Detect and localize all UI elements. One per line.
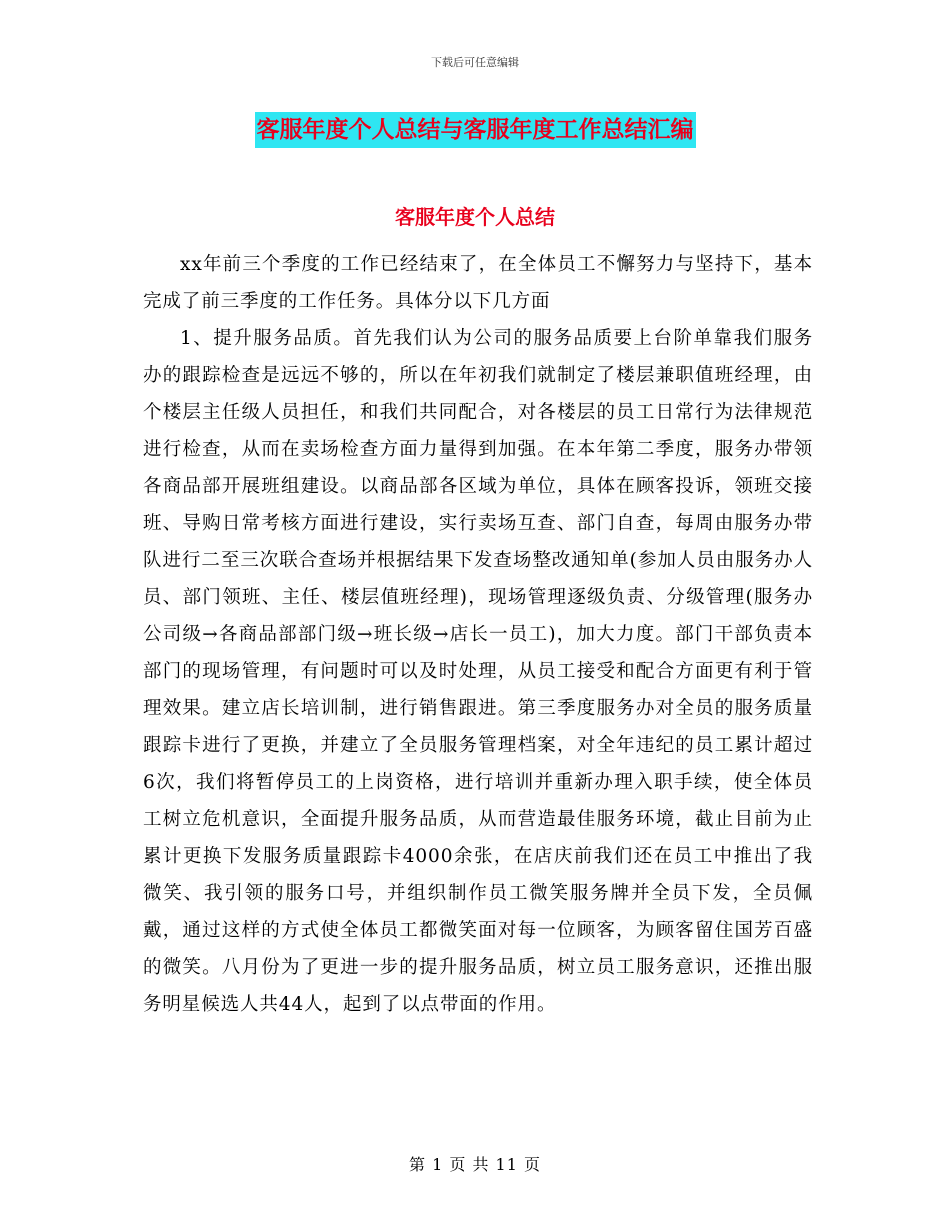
page-number: 第 1 页 共 11 页 <box>409 1155 541 1174</box>
section-title: 客服年度个人总结 <box>395 205 555 229</box>
header-note: 下载后可任意编辑 <box>431 56 519 69</box>
document-body <box>143 246 813 1023</box>
document-title: 客服年度个人总结与客服年度工作总结汇编 <box>255 112 696 148</box>
document-title-container <box>0 112 950 148</box>
body-paragraph: xx年前三个季度的工作已经结束了，在全体员工不懈努力与坚持下，基本完成了前三季度的工作任务。具体分以下几方面 <box>143 254 813 312</box>
body-paragraph: 1、提升服务品质。首先我们认为公司的服务品质要上台阶单靠我们服务办的跟踪检查是远远不够的，所以在年初我们就制定了楼层兼职值班经理，由个楼层主任级人员担任，和我们共同配合，对各楼层的员工日常行为法律规范进行检查，从而在卖场检查方面力量得到加强。在本年第二季度，服务办带领各商品部开展班组建设。以商品部各区域为单位，具体在顾客投诉，领班交接班、导购日常考核方面进行建设，实行卖场互查、部门自查，每周由服务办带队进行二至三次联合查场并根据结果下发查场整改通知单(参加人员由服务办人员、部门领班、主任、楼层值班经理)，现场管理逐级负责、分级管理(服务办公司级→各商品部部门级→班长级→店长一员工)，加大力度。部门干部负责本部门的现场管理，有问题时可以及时处理，从员工接受和配合方面更有利于管理效果。建立店长培训制，进行销售跟进。第三季度服务办对全员的服务质量跟踪卡进行了更换，并建立了全员服务管理档案，对全年违纪的员工累计超过6次，我们将暂停员工的上岗资格，进行培训并重新办理入职手续，使全体员工树立危机意识，全面提升服务品质，从而营造最佳服务环境，截止目前为止累计更换下发服务质量跟踪卡4000余张，在店庆前我们还在员工中推出了我微笑、我引领的服务口号，并组织制作员工微笑服务牌并全员下发，全员佩戴，通过这样的方式使全体员工都微笑面对每一位顾客，为顾客留住国芳百盛的微笑。八月份为了更进一步的提升服务品质，树立员工服务意识，还推出服务明星候选人共44人，起到了以点带面的作用。 <box>143 328 813 1015</box>
